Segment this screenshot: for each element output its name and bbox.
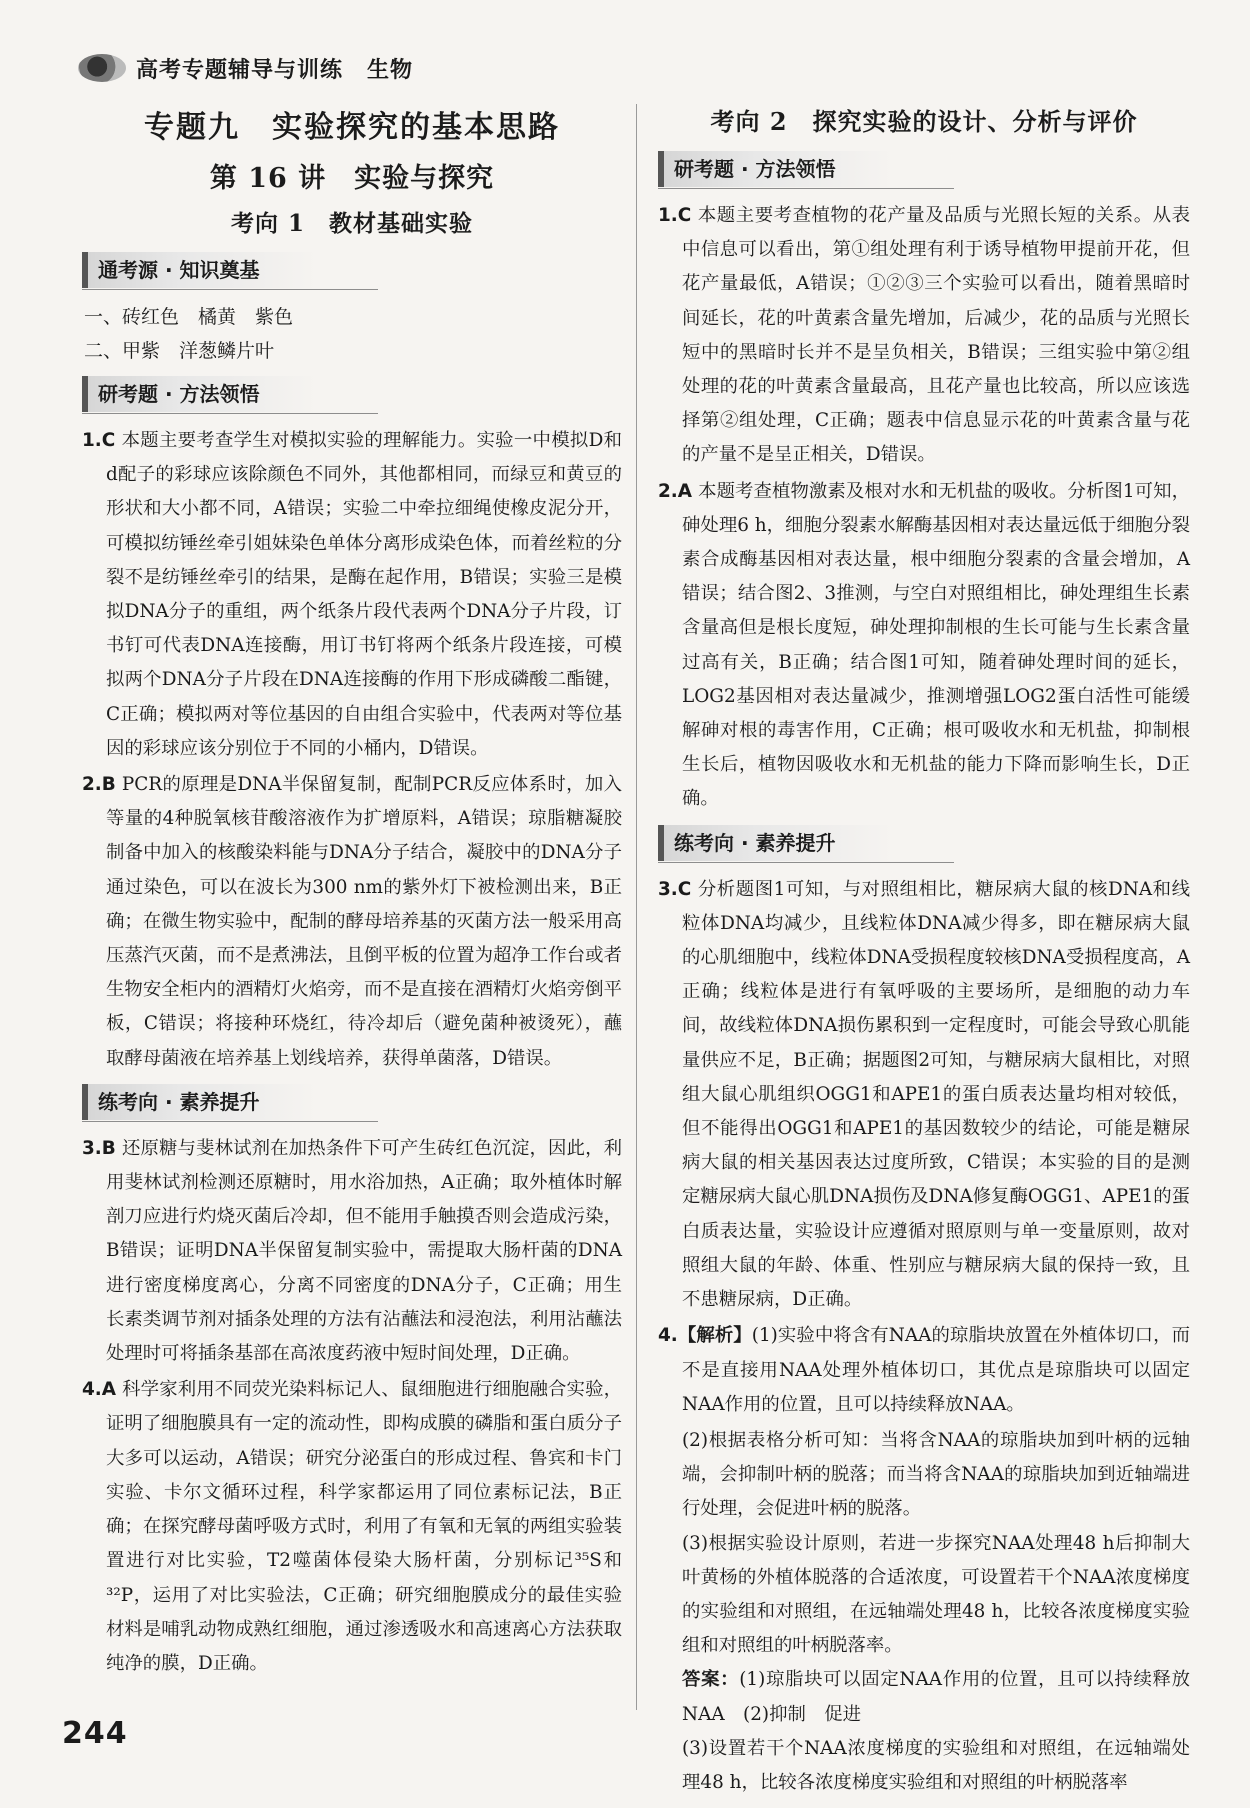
item-answer: C bbox=[677, 878, 692, 900]
section-banner-practice: 练考向 · 素养提升 bbox=[658, 825, 894, 861]
answer-line: 一、砖红色 橘黄 紫色 bbox=[84, 306, 294, 328]
question-item bbox=[658, 1319, 1190, 1422]
item-answer: C bbox=[677, 205, 692, 226]
item-explanation: 分析题图1可知，与对照组相比，糖尿病大鼠的核DNA和线粒体DNA均减少，且线粒体DNA减少得多，即在糖尿病大鼠的心肌细胞中，线粒体DNA受损程度较核DNA受损程度高，A正确；线粒体是进行有氧呼吸的主要场所，是细胞的动力车间，故线粒体DNA损伤累积到一定程度时，可能会导致心肌能量供应不足，B正确；据题图2可知，与糖尿病大鼠相比，对照组大鼠心肌组织OGG1和APE1的蛋白质表达量均相对较低，但不能得出OGG1和APE1的基因数较少的结论，可能是糖尿病大鼠的相关基因表达过度所致，C错误；本实验的目的是测定糖尿病大鼠心肌DNA损伤及DNA修复酶OGG1、APE1的蛋白质表达量，实验设计应遵循对照原则与单一变量原则，故对照组大鼠的年龄、体重、性别应与糖尿病大鼠的保持一致，且不患糖尿病，D正确。 bbox=[682, 878, 1190, 1311]
item-number: 2. bbox=[82, 774, 102, 796]
answer-line: 二、甲紫 洋葱鳞片叶 bbox=[84, 340, 275, 362]
right-column bbox=[658, 96, 1190, 1800]
section-banner-practice: 练考向 · 素养提升 bbox=[82, 1084, 318, 1120]
analysis-paragraph: (2)根据表格分析可知：当将含NAA的琼脂块加到叶柄的远轴端，会抑制叶柄的脱落；而当将含NAA的琼脂块加到近轴端进行处理，会促进叶柄的脱落。 bbox=[682, 1429, 1190, 1520]
answer-text: (1)琼脂块可以固定NAA作用的位置，且可以持续释放NAA (2)抑制 促进 bbox=[682, 1669, 1190, 1725]
direction-title-1: 考向 1 教材基础实验 bbox=[230, 210, 473, 237]
question-item bbox=[82, 768, 622, 1076]
section-banner-knowledge: 通考源 · 知识奠基 bbox=[82, 252, 318, 288]
item-number: 3. bbox=[658, 878, 678, 900]
item-number: 1. bbox=[658, 205, 678, 226]
item-answer: B bbox=[101, 1137, 116, 1159]
item-number: 4. bbox=[658, 1325, 678, 1347]
item-explanation: 本题主要考查植物的花产量及品质与光照长短的关系。从表中信息可以看出，第①组处理有利于诱导植物甲提前开花，但花产量最低，A错误；①②③三个实验可以看出，随着黑暗时间延长，花的叶黄素含量先增加，后减少，花的品质与光照长短中的黑暗时长并不是呈负相关，B错误；三组实验中第②组处理的花的叶黄素含量最高，且花产量也比较高，所以应该选择第②组处理，C正确；题表中信息显示花的叶黄素含量与花的产量不是呈正相关，D错误。 bbox=[682, 205, 1190, 466]
lecture-title: 第 16 讲 实验与探究 bbox=[209, 163, 495, 194]
question-item bbox=[658, 873, 1190, 1318]
direction-title-2: 考向 2 探究实验的设计、分析与评价 bbox=[710, 107, 1138, 136]
question-item bbox=[658, 475, 1190, 817]
item-explanation: PCR的原理是DNA半保留复制，配制PCR反应体系时，加入等量的4种脱氧核苷酸溶液作为扩增原料，A错误；琼脂糖凝胶制备中加入的核酸染料能与DNA分子结合，凝胶中的DNA分子通过染色，可以在波长为300 nm的紫外灯下被检测出来，B正确；在微生物实验中，配制的酵母培养基的灭菌方法一般采用高压蒸汽灭菌，而不是煮沸法，且倒平板的位置为超净工作台或者生物安全柜内的酒精灯火焰旁，而不是直接在酒精灯火焰旁倒平板，C错误；将接种环烧红，待冷却后（避免菌种被烫死），蘸取酵母菌液在培养基上划线培养，获得单菌落，D错误。 bbox=[106, 774, 622, 1069]
item-answer: C bbox=[101, 430, 116, 451]
item-explanation: 科学家利用不同荧光染料标记人、鼠细胞进行细胞融合实验，证明了细胞膜具有一定的流动性，即构成膜的磷脂和蛋白质分子大多可以运动，A错误；研究分泌蛋白的形成过程、鲁宾和卡门实验、卡尔文循环过程，科学家都运用了同位素标记法，B正确；在探究酵母菌呼吸方式时，利用了有氧和无氧的两组实验装置进行对比实验，T2噬菌体侵染大肠杆菌，分别标记³⁵S和³²P，运用了对比实验法，C正确；研究细胞膜成分的最佳实验材料是哺乳动物成熟红细胞，通过渗透吸水和高速离心方法获取纯净的膜，D正确。 bbox=[106, 1379, 622, 1674]
analysis-paragraph: (3)根据实验设计原则，若进一步探究NAA处理48 h后抑制大叶黄杨的外植体脱落的合适浓度，可设置若干个NAA浓度梯度的实验组和对照组，在远轴端处理48 h，比较各浓度梯度实验组和对照组的叶柄脱落率。 bbox=[682, 1532, 1190, 1657]
question-item bbox=[658, 199, 1190, 473]
item-answer: A bbox=[677, 480, 693, 502]
item-explanation: (1)实验中将含有NAA的琼脂块放置在外植体切口，而不是直接用NAA处理外植体切口，其优点是琼脂块可以固定NAA作用的位置，且可以持续释放NAA。 bbox=[682, 1325, 1190, 1415]
item-number: 1. bbox=[82, 430, 102, 451]
analysis-label: 【解析】 bbox=[677, 1325, 752, 1347]
page-number: 244 bbox=[62, 1716, 128, 1751]
book-title: 高考专题辅导与训练 bbox=[136, 57, 344, 83]
section-banner-method: 研考题 · 方法领悟 bbox=[82, 376, 318, 412]
left-column bbox=[82, 96, 622, 1683]
topic-title: 专题九 实验探究的基本思路 bbox=[144, 110, 560, 145]
item-number: 4. bbox=[82, 1379, 102, 1401]
subject-label: 生物 bbox=[367, 57, 414, 83]
item-explanation: 本题考查植物激素及根对水和无机盐的吸收。分析图1可知，砷处理6 h，细胞分裂素水解酶基因相对表达量远低于细胞分裂素合成酶基因相对表达量，根中细胞分裂素的含量会增加，A错误；结合图2、3推测，与空白对照组相比，砷处理组生长素含量高但是根长度短，砷处理抑制根的生长可能与生长素含量过高有关，B正确；结合图1可知，随着砷处理时间的延长，LOG2基因相对表达量减少，推测增强LOG2蛋白活性可能缓解砷对根的毒害作用，C正确；根可吸收水和无机盐，抑制根生长后，植物因吸收水和无机盐的能力下降而影响生长，D正确。 bbox=[682, 480, 1190, 810]
item-explanation: 本题主要考查学生对模拟实验的理解能力。实验一中模拟D和d配子的彩球应该除颜色不同外，其他都相同，而绿豆和黄豆的形状和大小都不同，A错误；实验二中牵拉细绳使橡皮泥分开，可模拟纺锤丝牵引姐妹染色单体分离形成染色体，而着丝粒的分裂不是纺锤丝牵引的结果，是酶在起作用，B错误；实验三是模拟DNA分子的重组，两个纸条片段代表两个DNA分子片段，订书钉可代表DNA连接酶，用订书钉将两个纸条片段连接，可模拟两个DNA分子片段在DNA连接酶的作用下形成磷酸二酯键，C正确；模拟两对等位基因的自由组合实验中，代表两对等位基因的彩球应该分别位于不同的小桶内，D错误。 bbox=[106, 430, 622, 759]
column-divider bbox=[636, 104, 637, 1710]
item-explanation: 还原糖与斐林试剂在加热条件下可产生砖红色沉淀，因此，利用斐林试剂检测还原糖时，用水浴加热，A正确；取外植体时解剖刀应进行灼烧灭菌后冷却，但不能用手触摸否则会造成污染，B错误；证明DNA半保留复制实验中，需提取大肠杆菌的DNA进行密度梯度离心，分离不同密度的DNA分子，C正确；用生长素类调节剂对插条处理的方法有沾蘸法和浸泡法，利用沾蘸法处理时可将插条基部在高浓度药液中短时间处理，D正确。 bbox=[106, 1137, 622, 1365]
answer-label: 答案： bbox=[682, 1669, 740, 1691]
item-number: 2. bbox=[658, 480, 678, 502]
item-answer: A bbox=[101, 1379, 117, 1401]
page-header bbox=[78, 50, 413, 86]
answer-paragraph: (3)设置若干个NAA浓度梯度的实验组和对照组，在远轴端处理48 h，比较各浓度梯度实验组和对照组的叶柄脱落率 bbox=[682, 1737, 1190, 1793]
book-logo-icon bbox=[78, 54, 126, 82]
question-item bbox=[82, 1132, 622, 1371]
item-number: 3. bbox=[82, 1137, 102, 1159]
item-answer: B bbox=[101, 774, 116, 796]
section-banner-method: 研考题 · 方法领悟 bbox=[658, 151, 894, 187]
question-item bbox=[82, 424, 622, 766]
question-item bbox=[82, 1373, 622, 1681]
answer-paragraph bbox=[658, 1663, 1190, 1731]
